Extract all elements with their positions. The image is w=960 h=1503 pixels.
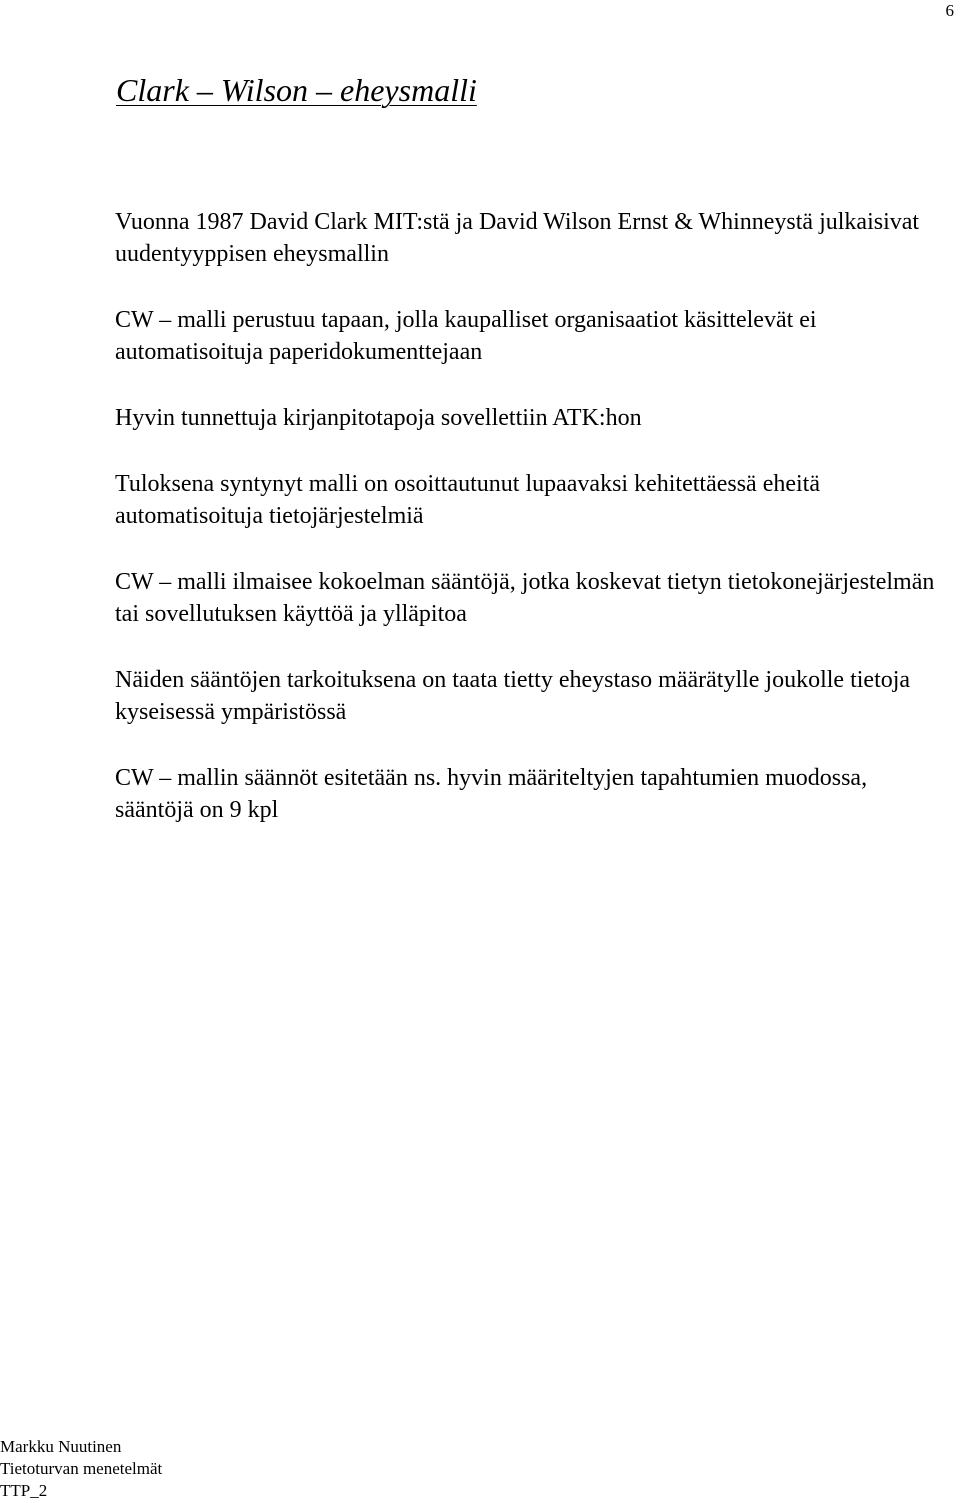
page-title: Clark – Wilson – eheysmalli [116,72,477,108]
paragraph-6: Näiden sääntöjen tarkoituksena on taata tietty eheystaso määrätylle joukolle tietoja kyseisessä ympäristössä [115,667,911,725]
paragraph-1: Vuonna 1987 David Clark MIT:stä ja David Wilson Ernst & Whinneystä julkaisivat uudentyyppisen eheysmallin [115,209,920,267]
page-number: 6 [945,1,954,20]
paragraph-7: CW – mallin säännöt esitetään ns. hyvin määriteltyjen tapahtumien muodossa, sääntöjä on 9 kpl [115,765,868,823]
footer-course: Tietoturvan menetelmät [0,1459,163,1478]
footer-author: Markku Nuutinen [0,1437,122,1456]
paragraph-5: CW – malli ilmaisee kokoelman sääntöjä, jotka koskevat tietyn tietokonejärjestelmän tai sovellutuksen käyttöä ja ylläpitoa [115,569,935,627]
page-footer [0,1436,162,1502]
paragraph-4: Tuloksena syntynyt malli on osoittautunut lupaavaksi kehitettäessä eheitä automatisoituja tietojärjestelmiä [115,471,820,529]
paragraph-2: CW – malli perustuu tapaan, jolla kaupalliset organisaatiot käsittelevät ei automatisoituja paperidokumenttejaan [115,307,817,365]
document-body [115,206,945,860]
paragraph-3: Hyvin tunnettuja kirjanpitotapoja sovellettiin ATK:hon [115,405,642,431]
footer-code: TTP_2 [0,1481,48,1500]
